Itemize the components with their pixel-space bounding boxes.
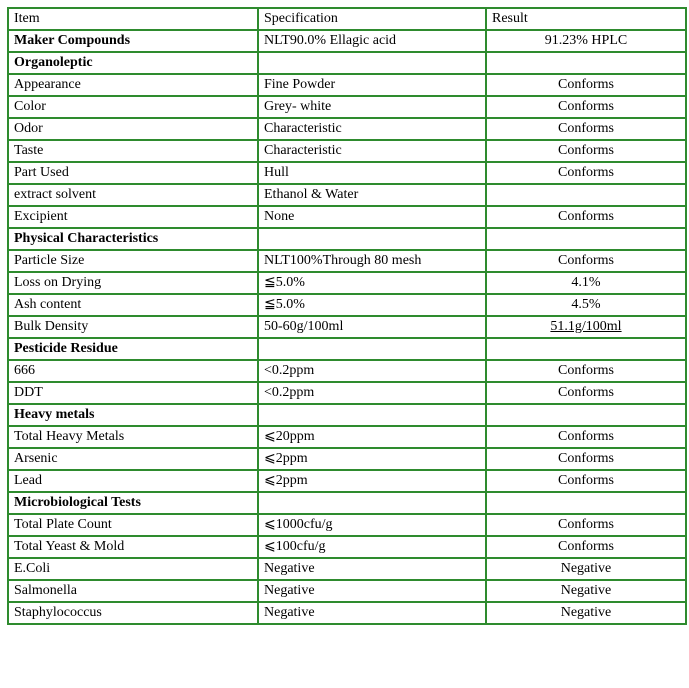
specification-cell: Negative (258, 580, 486, 602)
specification-cell: ≦5.0% (258, 272, 486, 294)
table-row (8, 250, 686, 272)
table-row (8, 184, 686, 206)
result-value: 51.1g/100ml (550, 319, 622, 334)
table-row (8, 96, 686, 118)
specification-cell (258, 404, 486, 426)
result-cell: Conforms (486, 514, 686, 536)
specification-cell: Hull (258, 162, 486, 184)
table-row (8, 162, 686, 184)
result-cell: Negative (486, 602, 686, 624)
item-cell: Odor (8, 118, 258, 140)
specification-cell (258, 338, 486, 360)
table-row (8, 30, 686, 52)
result-cell (486, 492, 686, 514)
section-row (8, 228, 686, 250)
result-cell: Conforms (486, 118, 686, 140)
specification-cell: Grey- white (258, 96, 486, 118)
specification-cell: Negative (258, 602, 486, 624)
specification-cell: Ethanol & Water (258, 184, 486, 206)
result-cell: Negative (486, 580, 686, 602)
table-row (8, 470, 686, 492)
item-cell: Total Heavy Metals (8, 426, 258, 448)
item-cell: Staphylococcus (8, 602, 258, 624)
table-row (8, 360, 686, 382)
table-row (8, 272, 686, 294)
specification-cell (258, 52, 486, 74)
section-row (8, 492, 686, 514)
item-cell: Bulk Density (8, 316, 258, 338)
item-cell: extract solvent (8, 184, 258, 206)
specification-cell: <0.2ppm (258, 360, 486, 382)
result-cell (486, 184, 686, 206)
result-cell: Conforms (486, 162, 686, 184)
table-row (8, 74, 686, 96)
specification-cell: <0.2ppm (258, 382, 486, 404)
item-cell: Total Yeast & Mold (8, 536, 258, 558)
result-cell: Conforms (486, 96, 686, 118)
section-row (8, 52, 686, 74)
item-cell: Total Plate Count (8, 514, 258, 536)
table-row (8, 316, 686, 338)
item-cell: Arsenic (8, 448, 258, 470)
item-cell: E.Coli (8, 558, 258, 580)
section-row (8, 338, 686, 360)
specification-cell: ⩽100cfu/g (258, 536, 486, 558)
result-cell: Conforms (486, 448, 686, 470)
header-specification: Specification (258, 8, 486, 30)
item-cell: Appearance (8, 74, 258, 96)
table-row (8, 448, 686, 470)
specification-cell: ⩽2ppm (258, 448, 486, 470)
header-item: Item (8, 8, 258, 30)
table-row (8, 426, 686, 448)
item-cell: Loss on Drying (8, 272, 258, 294)
result-cell: Conforms (486, 470, 686, 492)
result-cell: Conforms (486, 536, 686, 558)
table-row (8, 206, 686, 228)
specification-cell: Fine Powder (258, 74, 486, 96)
item-cell: Color (8, 96, 258, 118)
item-cell: Heavy metals (8, 404, 258, 426)
section-row (8, 404, 686, 426)
result-cell: 4.5% (486, 294, 686, 316)
table-row (8, 580, 686, 602)
item-cell: 666 (8, 360, 258, 382)
specification-cell: 50-60g/100ml (258, 316, 486, 338)
item-cell: Maker Compounds (8, 30, 258, 52)
result-cell (486, 338, 686, 360)
specification-cell: ⩽20ppm (258, 426, 486, 448)
result-cell: 91.23% HPLC (486, 30, 686, 52)
specification-table-body (8, 8, 686, 624)
result-cell (486, 404, 686, 426)
specification-document (7, 7, 687, 625)
table-row (8, 558, 686, 580)
item-cell: Microbiological Tests (8, 492, 258, 514)
table-row (8, 536, 686, 558)
result-cell: Negative (486, 558, 686, 580)
table-row (8, 382, 686, 404)
result-cell (486, 316, 686, 338)
result-cell: Conforms (486, 426, 686, 448)
item-cell: Lead (8, 470, 258, 492)
item-cell: Salmonella (8, 580, 258, 602)
table-row (8, 118, 686, 140)
item-cell: Organoleptic (8, 52, 258, 74)
table-header-row (8, 8, 686, 30)
specification-table (7, 7, 687, 625)
result-cell (486, 228, 686, 250)
table-row (8, 294, 686, 316)
item-cell: DDT (8, 382, 258, 404)
item-cell: Physical Characteristics (8, 228, 258, 250)
result-cell: Conforms (486, 206, 686, 228)
item-cell: Part Used (8, 162, 258, 184)
table-row (8, 514, 686, 536)
result-cell: Conforms (486, 382, 686, 404)
result-cell: Conforms (486, 74, 686, 96)
specification-cell: ⩽1000cfu/g (258, 514, 486, 536)
specification-cell (258, 228, 486, 250)
specification-cell: ⩽2ppm (258, 470, 486, 492)
specification-cell: NLT90.0% Ellagic acid (258, 30, 486, 52)
item-cell: Ash content (8, 294, 258, 316)
specification-cell: Characteristic (258, 118, 486, 140)
specification-cell: ≦5.0% (258, 294, 486, 316)
table-row (8, 602, 686, 624)
result-cell: 4.1% (486, 272, 686, 294)
result-cell: Conforms (486, 250, 686, 272)
header-result: Result (486, 8, 686, 30)
specification-cell: NLT100%Through 80 mesh (258, 250, 486, 272)
item-cell: Particle Size (8, 250, 258, 272)
item-cell: Pesticide Residue (8, 338, 258, 360)
result-cell: Conforms (486, 360, 686, 382)
table-row (8, 140, 686, 162)
specification-cell: Negative (258, 558, 486, 580)
item-cell: Excipient (8, 206, 258, 228)
specification-cell: Characteristic (258, 140, 486, 162)
specification-cell (258, 492, 486, 514)
result-cell: Conforms (486, 140, 686, 162)
result-cell (486, 52, 686, 74)
item-cell: Taste (8, 140, 258, 162)
specification-cell: None (258, 206, 486, 228)
